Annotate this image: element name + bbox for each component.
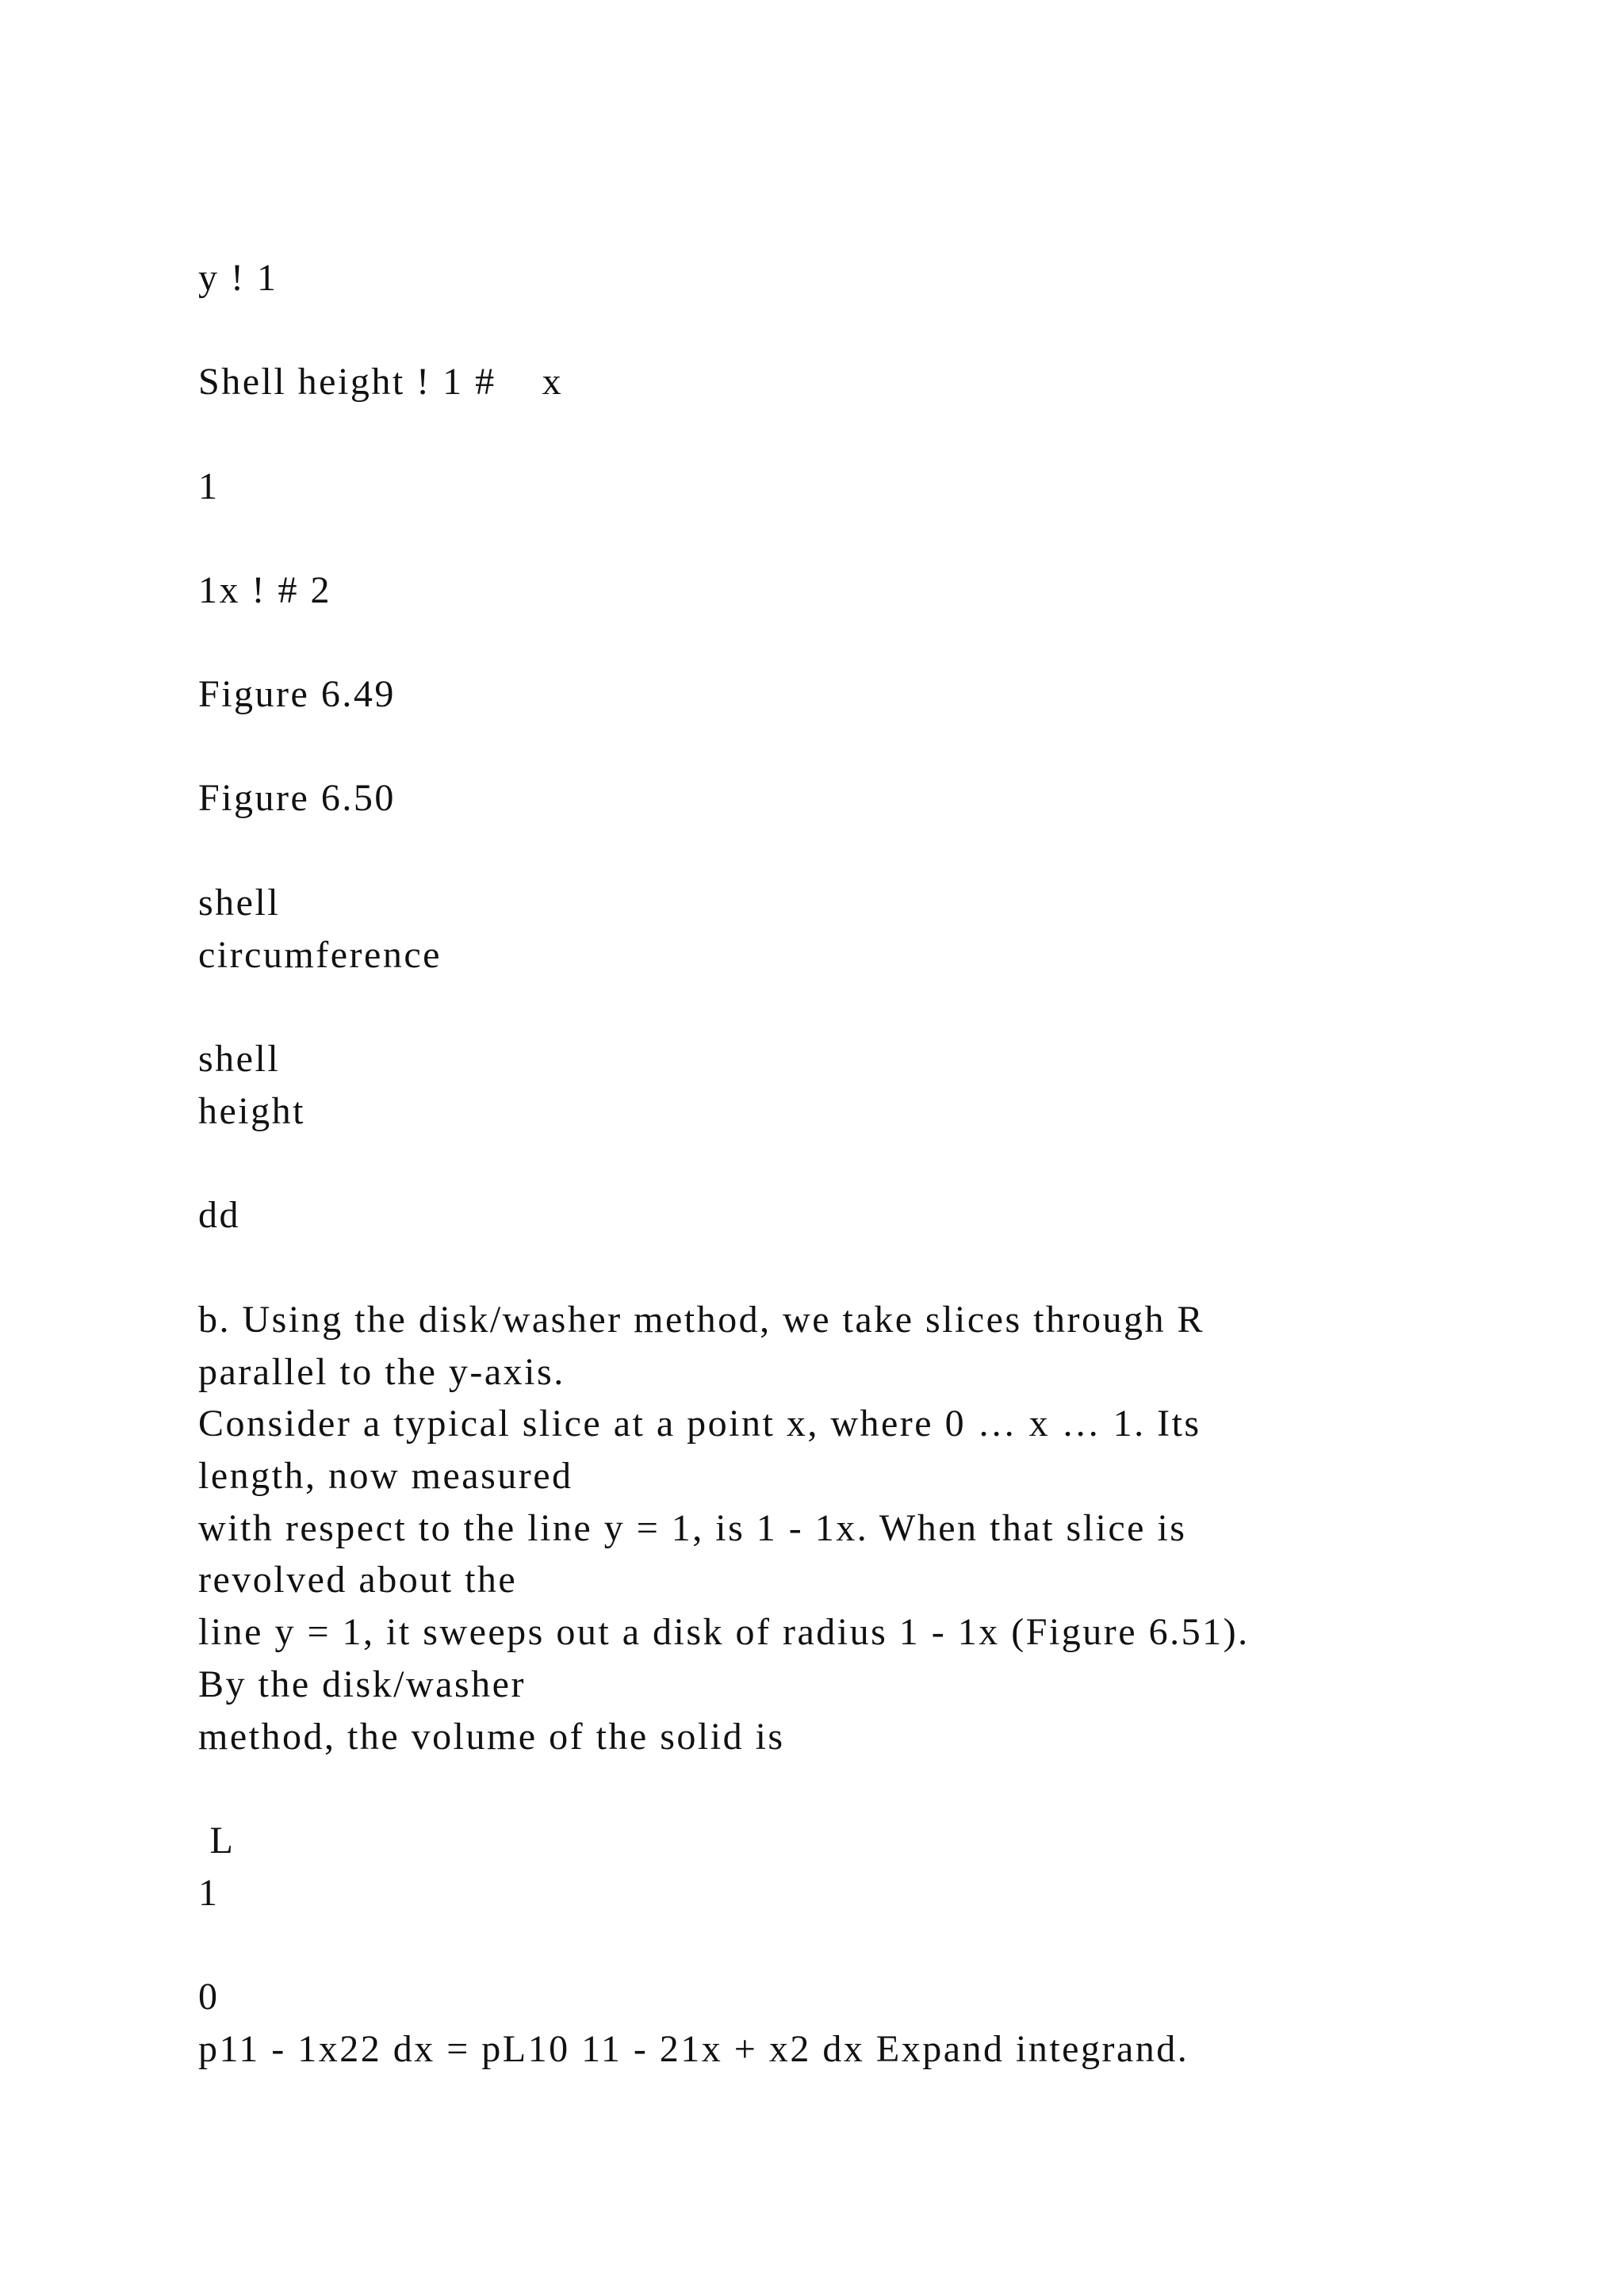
equation-line: p11 - 1x22 dx = pL10 11 - 21x + x2 dx Expand integrand. [198,2028,1189,2070]
paragraph-line: parallel to the y-axis. [198,1351,565,1393]
paragraph-line: By the disk/washer [198,1663,526,1705]
figure-caption: Figure 6.50 [198,777,396,819]
figure-caption: Figure 6.49 [198,673,396,715]
paragraph-line: line y = 1, it sweeps out a disk of radius 1 - 1x (Figure 6.51). [198,1611,1250,1653]
paragraph-line: length, now measured [198,1455,573,1497]
paragraph-line: Consider a typical slice at a point x, where 0 … x … 1. Its [198,1402,1201,1445]
paragraph-line: revolved about the [198,1559,518,1601]
integral-sign-line: L [198,1820,236,1862]
paragraph-line: with respect to the line y = 1, is 1 - 1x. When that slice is [198,1507,1187,1549]
text-line: y ! 1 [198,257,278,299]
text-line: 1 [198,465,220,507]
text-line: shell [198,882,281,924]
text-line: dd [198,1194,240,1236]
integral-lower-limit: 0 [198,1976,220,2018]
integral-upper-limit: 1 [198,1872,220,1914]
text-line: 1x ! # 2 [198,569,331,611]
text-line: circumference [198,934,442,976]
text-line: Shell height ! 1 # x [198,361,564,403]
text-line: height [198,1090,305,1132]
text-line: shell [198,1038,281,1080]
paragraph-line: method, the volume of the solid is [198,1716,785,1758]
paragraph-line: b. Using the disk/washer method, we take slices through R [198,1299,1205,1341]
